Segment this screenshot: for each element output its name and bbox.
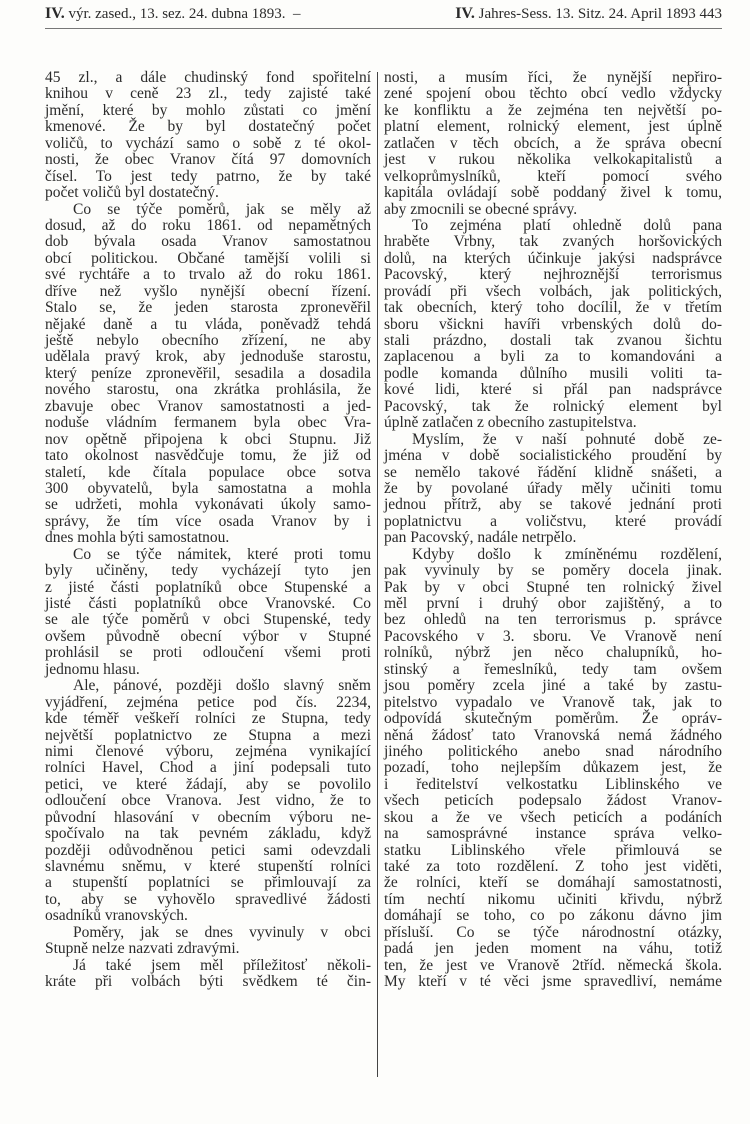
text-line: 45 zl., a dále chudinský fond spořitelní — [45, 69, 371, 86]
text-line: kráte při volbách býti svědkem té čin- — [45, 973, 371, 991]
text-line: Stalo se, že jeden starosta zpronevěřil — [45, 299, 371, 317]
header-czech — [45, 5, 301, 23]
text-line: ještě nebylo obecního zřízení, ne aby — [45, 332, 371, 349]
text-line: odloučení obce Vranova. Jest vidno, že to — [45, 792, 371, 810]
text-line: Pacovský, tak že rolnický element byl — [384, 397, 722, 415]
text-line: Já také jsem měl příležitosť několi- — [73, 956, 371, 974]
text-line: rolníků, nýbrž jen něco chalupníků, ho- — [384, 644, 722, 662]
text-line: podle komanda důlního musili voliti ta- — [384, 364, 722, 382]
text-line: na samosprávné instance správa velko- — [384, 825, 722, 843]
text-line: později odůvodněnou petici sami odevzdali — [45, 841, 371, 859]
text-line: udělala pravý krok, aby jednoduše starostu, — [45, 348, 371, 366]
header-dash: – — [293, 6, 301, 22]
text-line: staletí, kde čítala populace obce sotva — [45, 463, 371, 481]
text-line: dnes mohla býti samostatnou. — [45, 529, 230, 547]
text-line: Poměry, jak se dnes vyvinuly v obci — [73, 923, 371, 941]
header-roman-right: IV. — [455, 5, 475, 22]
text-line: ke konfliktu a že zejména ten největší po- — [384, 101, 722, 119]
text-line: My kteří v té věci jsme spravedliví, nemáme — [384, 973, 722, 991]
text-line: rolníci Havel, Chod a jiní podepsali tuto — [45, 759, 371, 777]
text-line: pitelstvo vypadalo ve Vranově tak, jak to — [384, 693, 722, 711]
text-line: tím nechtí nikomu učiniti křivdu, nýbrž — [384, 890, 722, 908]
header-german — [455, 5, 722, 23]
text-line: zaplacenou a byli za to komandováni a — [384, 348, 722, 366]
text-line: že rolníci, kteří se domáhají samostatnosti, — [384, 874, 722, 892]
text-line: pan Pacovský, nadále netrpělo. — [384, 529, 577, 547]
text-line: původní hlasování v obecním výboru ne- — [45, 808, 371, 826]
text-line: také za toto rozdělení. Z toho jest viděti, — [384, 858, 722, 875]
text-line: Co se týče poměrů, jak se měly až — [73, 200, 371, 218]
text-line: nov opětně připojena k obci Stupnu. Již — [45, 430, 371, 448]
text-line: úplně zatlačen z obecního zastupitelstva. — [384, 414, 637, 432]
text-line: voličů, to vychází samo o sobě z té okol- — [45, 134, 371, 152]
paragraph — [45, 925, 371, 958]
text-line: domáhají se toho, co po zákonu dávno jim — [384, 907, 722, 925]
paragraph — [45, 678, 371, 925]
text-line: Myslím, že v naší pohnuté době ze- — [412, 430, 722, 448]
text-line: své rychtáře a to trvalo až do roku 1861. — [45, 266, 371, 284]
text-line: správy, že tím více osada Vranov by i — [45, 512, 371, 530]
paragraph — [384, 547, 722, 991]
text-line: kmenové. Že by byl dostatečný počet — [45, 118, 371, 136]
header-left-text: výr. zased., 13. sez. 24. dubna 1893. — [68, 6, 286, 22]
text-line: odpovídá skutečným poměrům. Že opráv- — [384, 710, 722, 728]
text-line: osadníků vranovských. — [45, 907, 188, 925]
header-right-text: Jahres-Sess. 13. Sitz. 24. April 1893 — [478, 6, 696, 22]
text-line: zené spojení obou těchto obcí vedlo vždycky — [384, 85, 722, 103]
text-line: hraběte Vrbny, tak zvaných horšovických — [384, 233, 722, 251]
text-line: a stupenští poplatníci se přimlouvají za — [45, 874, 371, 892]
text-line: to, aby se vyhovělo spravedlivé žádosti — [45, 890, 371, 908]
text-line: tato okolnost nasvědčuje tomu, že již od — [45, 447, 371, 465]
text-line: skou a že ve všech peticích a podáních — [384, 808, 722, 826]
text-line: nosti, a musím říci, že nynější nepřiro- — [384, 69, 722, 86]
text-line: dolů, na kterých účinkuje jakýsi nadsprávce — [384, 249, 722, 267]
paragraph — [45, 70, 371, 202]
text-line: jsou poměry zcela jiné a také by zastu- — [384, 677, 722, 695]
text-line: statku Liblinského vřele přimlouvá se — [384, 841, 722, 859]
text-line: prohlásil se proti odloučení všemi proti — [45, 644, 371, 662]
text-line: dosud, až do roku 1861. od nepamětných — [45, 216, 371, 234]
text-line: stinský a řemeslníků, tedy tam ovšem — [384, 660, 722, 678]
text-line: kové lidi, které si přál pan nadsprávce — [384, 381, 722, 399]
header-rule — [45, 28, 722, 29]
text-line: kapitála ovládají sobě poddaný živel k tomu, — [384, 184, 722, 202]
text-line: že by povolané úřady měly učiniti tomu — [384, 479, 722, 497]
text-line: který peníze zpronevěřil, sesadila a dosadila — [45, 364, 371, 382]
text-line: všech peticích podepsalo žádost Vranov- — [384, 792, 722, 810]
text-line: jiného politického anebo snad národního — [384, 742, 722, 760]
text-line: noduše vládním fermanem byla obec Vra- — [45, 414, 371, 432]
text-line: i ředitelství velkostatku Liblinského ve — [384, 775, 722, 793]
paragraph — [45, 202, 371, 547]
text-line: jest v rukou několika velkokapitalistů a — [384, 151, 722, 169]
text-line: ovšem původně obecní výbor v Stupné — [45, 627, 371, 645]
text-line: něná žádosť tato Vranovská nemá žádného — [384, 726, 722, 744]
text-line: nějaké daně a tu vláda, poněvadž tehdá — [45, 315, 371, 333]
paragraph — [384, 218, 722, 432]
header-roman-left: IV. — [45, 5, 65, 22]
text-line: největší poplatnictvo ze Stupna a mezi — [45, 726, 371, 744]
paragraph — [384, 70, 722, 218]
text-line: Co se týče námitek, které proti tomu — [73, 545, 371, 563]
text-line: jisté části poplatníků obce Vranovské. Co — [45, 595, 371, 612]
text-line: Stupně nelze nazvati zdravými. — [45, 940, 240, 958]
text-line: slavnému sněmu, v které stupenští rolníci — [45, 858, 371, 875]
text-line: padá jen jeden moment na váhu, totiž — [384, 940, 722, 958]
text-line: ten, že jest ve Vranově 2tříd. německá škola. — [384, 956, 722, 974]
text-line: pak vyvinuly by se poměry docela jinak. — [384, 562, 722, 580]
text-line: počet voličů byl dostatečný. — [45, 184, 219, 202]
text-line: jednou přítrž, aby se takové jednání proti — [384, 496, 722, 514]
text-line: jmění, které by mohlo zůstati co jmění — [45, 101, 371, 119]
text-line: obcí politickou. Občané tamější volili si — [45, 249, 371, 267]
text-line: byly učiněny, tedy vycházejí tyto jen — [45, 562, 371, 580]
text-line: stali prázdno, dostali tak zvanou šichtu — [384, 332, 722, 349]
text-line: petici, ve které žádají, aby se povolilo — [45, 775, 371, 793]
right-column — [384, 70, 722, 991]
text-line: z jisté části poplatníků obce Stupenské a — [45, 578, 371, 596]
text-line: jednomu hlasu. — [45, 660, 140, 678]
column-divider — [377, 72, 378, 1077]
text-line: se udržeti, mohla vykonávati úkoly samo- — [45, 496, 371, 514]
text-line: přísluší. Co se týče národnostní otázky, — [384, 923, 722, 941]
text-line: zbavuje obec Vranov samostatnosti a jed- — [45, 397, 371, 415]
text-line: poplatnictvu a voličstvu, které provádí — [384, 512, 722, 530]
text-line: nového starostu, ona zkrátka prohlásila, že — [45, 381, 371, 399]
text-line: aby zmocnili se obecné správy. — [384, 200, 578, 218]
text-line: dříve než vyšlo nynější obecní řízení. — [45, 282, 371, 300]
text-line: měl první i druhý obor zajištěný, a to — [384, 595, 722, 612]
text-line: To zejména platí ohledně dolů pana — [412, 216, 722, 234]
page-number: 443 — [699, 6, 722, 22]
text-line: provádí při všech volbách, jak politických, — [384, 282, 722, 300]
text-line: Pak by v obci Stupné ten rolnický živel — [384, 578, 722, 596]
text-line: tak obecních, který toho docílil, že v třetím — [384, 299, 722, 317]
text-line: pozadí, toho nejlepším důkazem jest, že — [384, 759, 722, 777]
text-line: jména v době socialistického proudění by — [384, 447, 722, 465]
text-line: spočívalo na tak pevném základu, když — [45, 825, 371, 843]
text-line: bez ohledů na ten terrorismus p. správce — [384, 611, 722, 629]
text-line: čísel. To jest tedy patrno, že by také — [45, 167, 371, 185]
text-line: Kdyby došlo k zmíněnému rozdělení, — [412, 545, 722, 563]
left-column — [45, 70, 371, 991]
paragraph — [384, 432, 722, 547]
paragraph — [45, 547, 371, 679]
text-line: nimi členové výboru, zejména vynikající — [45, 742, 371, 760]
text-line: dob bývala osada Vranov samostatnou — [45, 233, 371, 251]
text-line: sboru všickni havíři vrbenských dolů do- — [384, 315, 722, 333]
text-line: zatlačen v těch obcích, a že správa obecní — [384, 134, 722, 152]
text-line: se nemělo takové řádění klidně snášeti, a — [384, 463, 722, 481]
text-line: se ale týče poměrů v obci Stupenské, tedy — [45, 611, 371, 629]
text-line: platní element, rolnický element, jest úplně — [384, 118, 722, 136]
text-line: velkoprůmyslníků, kteří pomocí svého — [384, 167, 722, 185]
text-line: Pacovského v 3. sboru. Ve Vranově není — [384, 627, 722, 645]
text-line: 300 obyvatelů, byla samostatna a mohla — [45, 479, 371, 497]
text-line: knihou v ceně 23 zl., tedy zajisté také — [45, 85, 371, 103]
text-line: Pacovský, který nejhroznější terrorismus — [384, 266, 722, 284]
running-header — [45, 5, 722, 27]
text-line: kde téměř veškeří rolníci ze Stupna, tedy — [45, 710, 371, 728]
text-line: nosti, že obec Vranov čítá 97 domovních — [45, 151, 371, 169]
text-line: vyjádření, zejména petice pod čís. 2234, — [45, 693, 371, 711]
paragraph — [45, 958, 371, 991]
text-line: Ale, pánové, později došlo slavný sněm — [73, 677, 371, 695]
